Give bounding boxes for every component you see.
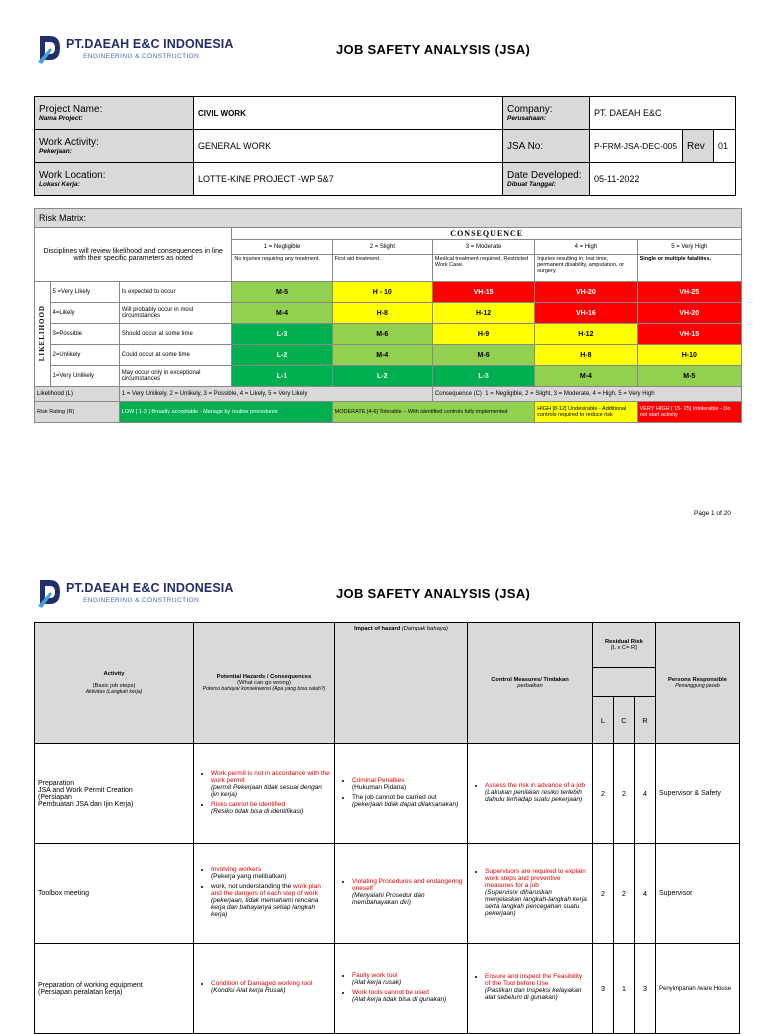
- risk-cell: H-12: [535, 324, 637, 345]
- residual-l: 2: [593, 844, 614, 944]
- company-subtitle: ENGINEERING & CONSTRUCTION: [83, 597, 200, 604]
- persons-cell: Supervisor: [656, 844, 740, 944]
- risk-cell: M-4: [535, 366, 637, 387]
- hazard-header: Potential Hazards / Consequences (What can go wrong) Potensi bahaya/ konsekwensi (Apa yang bisa salah?): [194, 623, 335, 744]
- risk-cell: VH-25: [637, 282, 741, 303]
- company-subtitle: ENGINEERING & CONSTRUCTION: [83, 53, 200, 60]
- risk-rating-label: Risk Rating (R): [35, 402, 120, 423]
- consequence-label: 4 = High: [535, 240, 637, 255]
- impact-header: Impact of hazard (Dampak bahaya): [335, 623, 468, 744]
- date-value: 05-11-2022: [590, 163, 736, 196]
- risk-cell: VH-20: [535, 282, 637, 303]
- risk-cell: M-4: [232, 303, 332, 324]
- page-header: [36, 576, 736, 616]
- persons-cell: Penyimpanan /ware House: [656, 944, 740, 1034]
- residual-spacer: [593, 668, 656, 697]
- project-info-table: [34, 96, 736, 196]
- likelihood-axis-label: LIKELIHOOD: [35, 282, 51, 387]
- likelihood-desc: May occur only in exceptional circumstances: [119, 366, 232, 387]
- residual-r: 4: [635, 844, 656, 944]
- risk-cell: M-5: [232, 282, 332, 303]
- activity-cell: Toolbox meeting: [35, 844, 194, 944]
- risk-cell: H-8: [332, 303, 432, 324]
- page-header: [36, 32, 736, 72]
- project-name-value: CIVIL WORK: [194, 97, 503, 130]
- risk-cell: VH-15: [637, 324, 741, 345]
- company-label: Company: Perusahaan:: [503, 97, 590, 130]
- risk-rating-very-high: VERY HIGH [ 15- 25] Intolerable - Do not start activity: [637, 402, 741, 423]
- consequence-desc: First aid treatment.: [332, 255, 432, 282]
- likelihood-desc: Will probably occur in most circumstances: [119, 303, 232, 324]
- risk-rating-high: HIGH [8-12] Undesirable - Additional controls required to reduce risk: [535, 402, 637, 423]
- jsa-table: [34, 622, 740, 1034]
- residual-risk-header: Residual Risk [L x C= R]: [593, 623, 656, 668]
- company-value: PT. DAEAH E&C: [590, 97, 736, 130]
- residual-r: 4: [635, 744, 656, 844]
- risk-cell: H-12: [432, 303, 534, 324]
- likelihood-legend-label: Likelihood (L): [35, 387, 120, 402]
- activity-header: Activity (Basic job steps) Aktivitas (Langkah kerja): [35, 623, 194, 744]
- risk-cell: M-6: [432, 345, 534, 366]
- consequence-desc: Injuries resulting in; lost time, permanent disability, amputation, or surgery.: [535, 255, 637, 282]
- work-location-value: LOTTE-KINE PROJECT -WP 5&7: [194, 163, 503, 196]
- consequence-label: 2 = Slight: [332, 240, 432, 255]
- company-logo-icon: [36, 576, 64, 608]
- residual-c: 1: [614, 944, 635, 1034]
- risk-cell: M-6: [332, 324, 432, 345]
- risk-cell: M-4: [332, 345, 432, 366]
- risk-cell: H-8: [535, 345, 637, 366]
- residual-r: 3: [635, 944, 656, 1034]
- consequence-desc: No injuries requiring any treatment.: [232, 255, 332, 282]
- rev-label: Rev: [683, 130, 714, 163]
- impact-cell: • Faulty work tool (Alat kerja rusak) • Work tools cannot be used (Alat kerja tidak bisa di gunakan): [335, 944, 468, 1034]
- risk-cell: H-10: [637, 345, 741, 366]
- persons-cell: Supervisor & Safety: [656, 744, 740, 844]
- risk-cell: L-3: [232, 324, 332, 345]
- consequence-label: 1 = Negligible: [232, 240, 332, 255]
- likelihood-level: 3=Possible: [50, 324, 119, 345]
- table-row: [35, 844, 740, 944]
- persons-header: Persons Responsible Penanggung jawab: [656, 623, 740, 744]
- risk-cell: L-1: [232, 366, 332, 387]
- hazard-cell: • Involving workers (Pekerja yang melibatkan) • work, not understanding the work plan and the dangers of each step of work (pekerjaan, tidak memahami rencana kerja dan bahayanya setiap langkah kerja): [194, 844, 335, 944]
- likelihood-legend: 1 = Very Unlikely, 2 = Unlikely, 3 = Possible, 4 = Likely, 5 = Very Likely: [119, 387, 432, 402]
- consequence-desc: Medical treatment required, Restricted Work Case.: [432, 255, 534, 282]
- company-name: PT.DAEAH E&C INDONESIA: [66, 37, 234, 51]
- risk-cell: VH-15: [432, 282, 534, 303]
- impact-cell: • Criminal Penalties (Hukuman Pidana) • The job cannot be carried out (pekerjaan tidak dapat dilaksanakan): [335, 744, 468, 844]
- likelihood-level: 2=Unlikely: [50, 345, 119, 366]
- residual-l: 2: [593, 744, 614, 844]
- impact-cell: • Violating Procedures and endangering oneself (Menyalahi Prosedur dan membahayakan diri): [335, 844, 468, 944]
- likelihood-level: 4=Likely: [50, 303, 119, 324]
- company-name: PT.DAEAH E&C INDONESIA: [66, 581, 234, 595]
- col-r: R: [635, 697, 656, 744]
- jsa-no-label: JSA No:: [503, 130, 590, 163]
- consequence-header: CONSEQUENCE: [232, 228, 742, 240]
- jsa-page-2: [0, 560, 768, 1024]
- activity-cell: Preparation JSA and Work Permit Creation (Persiapan Pembuatan JSA dan Ijin Kerja): [35, 744, 194, 844]
- risk-cell: H - 10: [332, 282, 432, 303]
- consequence-label: 3 = Moderate: [432, 240, 534, 255]
- likelihood-level: 5 =Very Likely: [50, 282, 119, 303]
- risk-cell: L-2: [232, 345, 332, 366]
- likelihood-level: 1=Very Unlikely: [50, 366, 119, 387]
- risk-rating-moderate: MODERATE [4-6] Tolerable – With identified controls fully implemented: [332, 402, 535, 423]
- jsa-no-value: P-FRM-JSA-DEC-005: [590, 130, 683, 163]
- table-row: [35, 944, 740, 1034]
- date-label: Date Developed: Dibuat Tanggal:: [503, 163, 590, 196]
- control-cell: • Ensure and inspect the Feasibility of the Tool before Use (Pastikan dan Inspeksi kelayakan alat sebelum di gunakan): [468, 944, 593, 1034]
- residual-c: 2: [614, 744, 635, 844]
- likelihood-desc: Should occur at some time: [119, 324, 232, 345]
- residual-c: 2: [614, 844, 635, 944]
- work-activity-label: Work Activity: Pekerjaan:: [35, 130, 194, 163]
- likelihood-desc: Could occur at some time: [119, 345, 232, 366]
- risk-matrix: [34, 208, 742, 423]
- hazard-cell: • Work permit is not in accordance with the work permit (permit Pekerjaan tidak sesuai dengan ijin kerja) • Risks cannot be identified (Resiko tidak bisa di identifikasi): [194, 744, 335, 844]
- work-activity-value: GENERAL WORK: [194, 130, 503, 163]
- project-name-label: Project Name: Nama Project:: [35, 97, 194, 130]
- risk-cell: H-9: [432, 324, 534, 345]
- control-header: Control Measures/ Tindakan perbaikan: [468, 623, 593, 744]
- risk-cell: L-2: [332, 366, 432, 387]
- risk-rating-low: LOW [ 1-3 ] Broadly acceptable - Manage by routine procedures: [119, 402, 332, 423]
- work-location-label: Work Location: Lokasi Kerja:: [35, 163, 194, 196]
- table-row: [35, 744, 740, 844]
- control-cell: • Assess the risk in advance of a job (Lakukan penilaian resiko terlebih dahulu terhadap suatu pekerjaan): [468, 744, 593, 844]
- activity-cell: Preparation of working equipment (Persiapan peralatan kerja): [35, 944, 194, 1034]
- risk-cell: VH-20: [637, 303, 741, 324]
- likelihood-desc: Is expected to occur: [119, 282, 232, 303]
- consequence-desc: Single or multiple fatalities.: [637, 255, 741, 282]
- risk-cell: VH-16: [535, 303, 637, 324]
- rev-value: 01: [714, 130, 736, 163]
- company-logo-icon: [36, 32, 64, 64]
- consequence-legend: Consequence (C) 1 = Negligible, 2 = Slight, 3 = Moderate, 4 = High, 5 = Very High: [432, 387, 741, 402]
- risk-cell: M-5: [637, 366, 741, 387]
- document-title: JOB SAFETY ANALYSIS (JSA): [336, 586, 531, 601]
- consequence-label: 5 = Very High: [637, 240, 741, 255]
- risk-matrix-disclaimer: Disciplines will review likelihood and consequences in line with their specific parameters as noted: [35, 228, 232, 282]
- control-cell: • Supervisors are required to explain work steps and preventive measures for a job (Supervisor diharuskan menjelaskan langkah-langkah kerja serta langkah pencegahan suatu pekerjaan): [468, 844, 593, 944]
- residual-l: 3: [593, 944, 614, 1034]
- risk-matrix-title: Risk Matrix:: [35, 209, 742, 228]
- risk-cell: L-3: [432, 366, 534, 387]
- col-c: C: [614, 697, 635, 744]
- col-l: L: [593, 697, 614, 744]
- page-number: Page 1 of 20: [694, 510, 731, 517]
- hazard-cell: • Condition of Damaged working tool (Kondisi Alat kerja Rusak): [194, 944, 335, 1034]
- document-title: JOB SAFETY ANALYSIS (JSA): [336, 42, 531, 57]
